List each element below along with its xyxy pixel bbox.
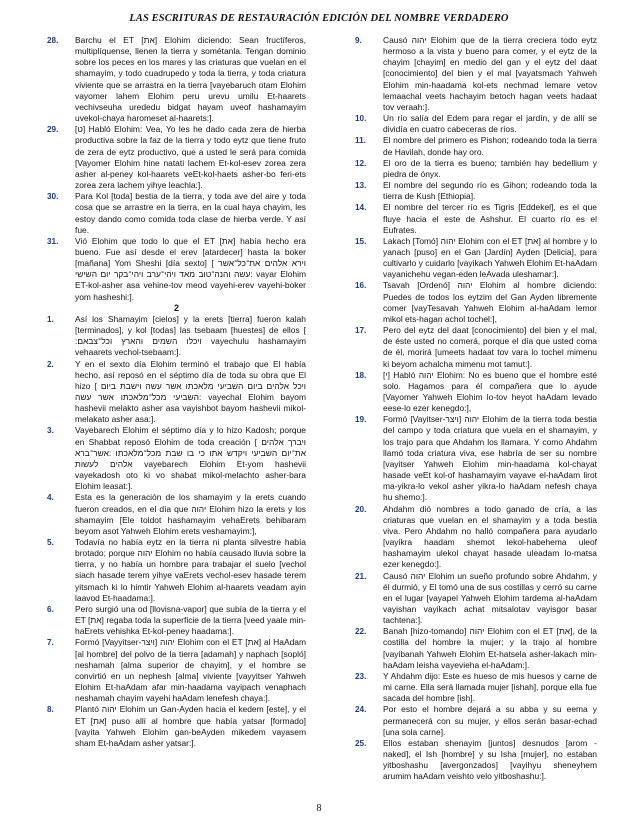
verse-number: 28. bbox=[47, 36, 59, 45]
verse-text: Formó [Vayyitser-ויצר] יהוה Elohim con el ET [את] al HaAdam [al hombre] del polvo de la tierra [adamah] y naphach [sopló] neshamah [alma superior de chayim], y el hombre se convirtió en un nephesh [alma] viviente [vayyitser Yahweh Elohim Et-haAdam afar min-haadama vayipach venaphach neshamah chayim vayehi haAdam lenefesh chaya:]. bbox=[75, 637, 306, 704]
verse-text: El nombre del tercer río es Tigris [Eddekel], es el que fluye hacia el este de Ashshur. El cuarto río es el Eufrates. bbox=[383, 202, 597, 235]
verse-number: 25. bbox=[355, 738, 367, 748]
verse-number: 23. bbox=[355, 671, 367, 681]
verse-number: 16. bbox=[355, 281, 367, 291]
verse-number: 30. bbox=[47, 192, 59, 202]
verse bbox=[47, 35, 306, 124]
verse-number: 13. bbox=[355, 181, 367, 191]
verse-number: 31. bbox=[47, 236, 59, 246]
verse-text: Banah [hizo-tomando] יהוה Elohim con el ET [את], de la costilla del hombre la mujer; y la trajo al hombre [vayibanah Yahweh Elohim Et-hatsela asher-lakach min-haAdam leisha vayevieha el-haAdam:]. bbox=[383, 626, 597, 670]
verse bbox=[355, 113, 597, 135]
verse-text: Formó [Vayitser-ויצר] יהוה Elohim de la tierra toda bestia del campo y toda criatura que vuela en el shamayim, y los trajo para que Ahdahm los llamara. Y como Ahdahm llamó toda criatura viva, ese habría de ser su nombre [vayitser Yahweh Elohim min-haadama kol-chayat hasade veEt kol-of hashamayim vayave el-haAdam lirot ma-yikra-lo vekol asher yikra-lo haAdam nefesh chaya hu shemo:]. bbox=[383, 414, 597, 503]
verse-text: [י] Habló יהוה Elohim: No es bueno que el hombre esté solo. Hagamos para él compañera que lo ayude [Vayomer Yahweh Elohim lo-tov heyot haAdam levado eese-lo ezer kenegdo:], bbox=[383, 369, 597, 414]
verse bbox=[355, 626, 597, 671]
verse-number: 10. bbox=[355, 114, 367, 124]
verse bbox=[355, 414, 597, 503]
verse-number: 15. bbox=[355, 236, 367, 246]
page-number: 8 bbox=[316, 803, 322, 814]
verse bbox=[47, 537, 306, 604]
verse-number: 14. bbox=[355, 203, 367, 213]
verse bbox=[47, 236, 306, 303]
verse-text: Y en el sexto día Elohim terminó el trabajo que El había hecho, así reposó en el séptimo día de toda su obra que El hizo [ ויכל אלהים ביום השביעי מלאכתו אשר עשה וישבת ביום :השביעי מכל־מלאכתו אשר עשה vayechal Elohim bayom hashevii melakto asher asa vayishbot bayom hashevii mikol-melakato asher asa:]. bbox=[75, 358, 306, 425]
verse bbox=[355, 738, 597, 783]
verse-number: 12. bbox=[355, 158, 367, 168]
verse bbox=[47, 704, 306, 749]
verse-text: El oro de la tierra es bueno; también hay bedellium y piedra de ónyx. bbox=[383, 157, 597, 179]
verse-text: [ט] Habló Elohim: Vea, Yo les he dado cada zera de hierba productiva sobre la faz de la tierra y todo eytz que tiene fruto de zera de eytz productivo, que a usted le será para comida [Vayomer Elohim hine natati lachem Et-kol-esev zorea zera asher al-peney kol-haarets veEt-kol-haets asher-bo feri-ets zorea zera lachem yihye leachla:]. bbox=[75, 124, 306, 191]
verse-text: Causó יהוה Elohim un sueño profundo sobre Ahdahm, y él durmió, y El tomó una de sus costillas y cerró su carne en el lugar [vayapel Yahweh Elohim tardema al-haAdam vayishan vayikach achat mitsalotav vayisgor basar tachtena:]. bbox=[383, 570, 597, 626]
verse-text: Todavía no había eytz en la tierra ni planta silvestre había brotado; porque יהוה Elohim no había causado lluvia sobre la tierra, y no había un hombre para trabajar el suelo [vechol siach hasade terem yihye vaErets vechol-esev hasade terem yitsmach ki lo himtir Yahweh Elohim al-haarets veadam ayin laavod Et-haadama:]. bbox=[75, 537, 306, 603]
verse bbox=[355, 671, 597, 704]
verse-number: 6. bbox=[47, 604, 54, 614]
verse-text: Ahdahm dió nombres a todo ganado de cría, a las criaturas que vuelan en el shamayim y a toda bestia viva. Pero Ahdahm no halló compañera para ayudarlo [vayikra haadam shemot lekol-habehema uleof hashamayim ulekol chayat hasade uleadam lo-matsa ezer kenegdo:]. bbox=[383, 503, 597, 570]
verse bbox=[355, 236, 597, 281]
running-header: LAS ESCRITURAS DE RESTAURACIÓN EDICIÓN DEL NOMBRE VERDADERO bbox=[129, 13, 509, 24]
verse-text: Ellos estaban shenayim [juntos] desnudos [arom -naked], el Ish [hombre] y su Isha [mujer], no estaban yitboshashu [avergonzados] [vayihyu sheneyhem arumim haAdam veishto velo yitboshashu:]. bbox=[383, 737, 597, 782]
left-text-column bbox=[47, 35, 306, 797]
verse bbox=[355, 35, 597, 113]
verse-number: 24. bbox=[355, 705, 367, 715]
verse-number: 29. bbox=[47, 125, 59, 135]
verse bbox=[355, 180, 597, 202]
verse-text: Vayebarech Elohim el séptimo día y lo hizo Kadosh; porque en Shabbat reposó Elohim de toda creación [ ויברך אלהים את־יום השביעי ויקדש אתו כי בו שבת מכל־מלאכתו :אשר־ברא אלהים לעשות vayebarech Elohim Et-yom hashevii vayekadosh oto ki vo shabat mikol-melachto asher-bara Elohim leasat:]. bbox=[75, 425, 306, 492]
verse-text: El nombre del primero es Pishon; rodeando toda la tierra de Havilah, donde hay oro. bbox=[383, 135, 597, 157]
verse bbox=[355, 158, 597, 180]
verse-text: Barchu el ET [את] Elohim diciendo: Sean fructíferos, multiplíquense, llenen la tierra y sométanla. Tengan dominio sobre los peces en los mares y las criaturas que vuelan en el shamayim, y todo cuadrupedo y toda la tierra, y toda criatura viviente que se arrastra en la tierra [vayebaruch otam Elohim vayomer lahem Elohim peru urevu umilu Et-haarets vechivseuha urededu bidgat hayam uveof hashamayim uvekol-chaya haromeset al-haarets:]. bbox=[75, 35, 306, 124]
verse-text: Pero del eytz del daat [conocimiento] del bien y el mal, de éste usted no comerá, porque el día que usted coma de él, morirá [umeets hadaat tov vara lo tochel mimenu ki beyom achalcha mimenu mot tamut:]. bbox=[383, 325, 597, 369]
verse-text: Vió Elohim que todo lo que el ET [את] había hecho era bueno. Fue así desde el erev [atardecer] hasta la boker [mañana] Yom Sheshi [día sexto] [ וירא אלהים את־כל־אשר :עשה והנה־טוב מאד ויהי־ערב ויהי־בקר יום השישי vayar Elohim ET-kol-asher asa vehine-tov meod vayehi-erev vayehi-boker yom hasheshi:]. bbox=[75, 235, 306, 302]
verse-text: Un río salía del Edem para regar el jardín, y de allí se dividía en cuatro cabeceras de ríos. bbox=[383, 113, 597, 135]
verse-text: Así los Shamayim [cielos] y la erets [tierra] fueron kalah [terminados], y kol [todas] las tsebaam [huestes] de ellos [ :ויכלו השמים והארץ וכל־צבאם vayechulu hashamayim vehaarets vechol-tsebaam:]. bbox=[75, 313, 306, 358]
verse bbox=[47, 604, 306, 637]
verse bbox=[355, 280, 597, 325]
verse-text: Por esto el hombre dejará a su abba y su eema y permanecerá con su mujer, y ellos serán basar-echad [una sola carne]. bbox=[383, 704, 597, 737]
verse-number: 2. bbox=[47, 359, 54, 369]
verse bbox=[355, 571, 597, 627]
verse bbox=[355, 504, 597, 571]
verse bbox=[47, 359, 306, 426]
verse bbox=[355, 325, 597, 370]
verse-number: 18. bbox=[355, 370, 367, 380]
verse bbox=[47, 314, 306, 359]
verse bbox=[47, 191, 306, 236]
verse-text: Para Kol [toda] bestia de la tierra, y toda ave del aire y toda cosa que se arrastre en la tierra, en la cual haya chayim, les estoy dando como comida toda clase de hierba verde. Y así fue. bbox=[75, 191, 306, 235]
verse-number: 4. bbox=[47, 493, 54, 503]
verse-text: Tsavah [Ordenó] יהוה Elohim al hombre diciendo: Puedes de todos los eytzim del Gan Ayden libremente comer [vayTesavah Yahweh Elohim al-haAdam lemor mikol ets-hagan achol tochel:], bbox=[383, 280, 597, 324]
verse bbox=[355, 370, 597, 415]
verse bbox=[355, 202, 597, 235]
chapter-heading: 2 bbox=[173, 302, 179, 313]
verse-number: 17. bbox=[355, 326, 367, 336]
verse bbox=[355, 135, 597, 157]
verse bbox=[47, 124, 306, 191]
verse-number: 21. bbox=[355, 571, 367, 581]
verse-number: 5. bbox=[47, 538, 54, 548]
verse bbox=[47, 637, 306, 704]
verse-number: 7. bbox=[47, 638, 54, 648]
verse bbox=[47, 425, 306, 492]
verse-text: El nombre del segundo río es Gihon; rodeando toda la tierra de Kush [Ethiopia]. bbox=[383, 180, 597, 202]
right-text-column bbox=[355, 35, 597, 797]
verse-text: Lakach [Tomó] יהוה Elohim con el ET [את] al hombre y lo yanach [puso] en el Gan [Jardín] Ayden [Delicia], para cultivarlo y cuidarlo [vayikach Yahweh Elohim Et-haAdam vayanichehu vegan-eden leAvada uleshamar:]. bbox=[383, 235, 597, 280]
verse bbox=[47, 492, 306, 537]
verse-text: Esta es la generación de los shamayim y la erets cuando fueron creados, en el día que יהוה Elohim hizo la erets y los shamayim [Ele toldot hashamayim vehaErets behibaram beyom asot Yahweh Elohim erets veshamayim:], bbox=[75, 492, 306, 536]
verse-number: 9. bbox=[355, 36, 362, 45]
verse-text: Pero surgió una od [llovisna-vapor] que subía de la tierra y el ET [את] regaba toda la superficie de la tierra [veed yaale min-haErets vehishka Et-kol-peney haadama:]. bbox=[75, 603, 306, 637]
verse-text: Y Ahdahm dijo: Este es hueso de mis huesos y carne de mi carne. Ella será llamada mujer [ishah], porque ella fue sacada del hombre [ish]. bbox=[383, 670, 597, 704]
verse-text: Plantó יהוה Elohim un Gan-Ayden hacia el kedem [este], y el ET [את] puso allí al hombre que había yatsar [formado] [vayita Yahweh Elohim gan-beAyden mikedem vayasem sham Et-haAdam asher yatsar:]. bbox=[75, 704, 306, 748]
verse-number: 11. bbox=[355, 136, 366, 146]
verse-number: 3. bbox=[47, 426, 54, 436]
verse-number: 8. bbox=[47, 705, 54, 715]
verse-number: 1. bbox=[47, 314, 54, 324]
verse-number: 19. bbox=[355, 415, 367, 425]
verse bbox=[355, 704, 597, 737]
verse-number: 20. bbox=[355, 504, 367, 514]
verse-number: 22. bbox=[355, 627, 367, 637]
verse-text: Causó יהוה Elohim que de la tierra creciera todo eytz hermoso a la vista y bueno para comer, y el eytz de la chayim [chayim] en medio del gan y el eytz del daat [conocimiento] del bien y el mal [vayatsmach Yahweh Elohim min-haadama kol-ets nechmad lemare vetov lemaachal veets hachayim betoch hagan veets hadaat tov veraah:]. bbox=[383, 35, 597, 112]
